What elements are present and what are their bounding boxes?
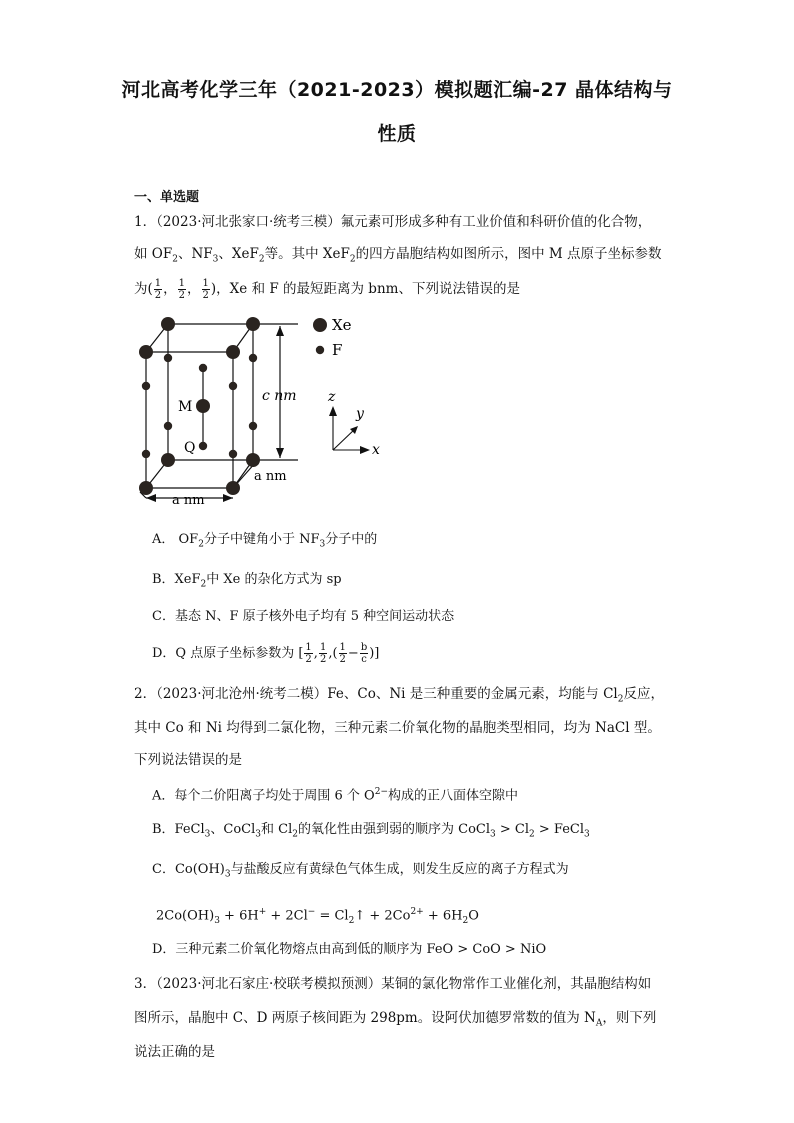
q2-option-d[interactable]: D．三种元素二价氧化物熔点由高到低的顺序为 FeO > CoO > NiO <box>152 942 547 957</box>
q3-stem-line-2: 图所示，晶胞中 C、D 两原子核间距为 298pm。设阿伏加德罗常数的值为 $N_A$，则下列 <box>134 1010 657 1029</box>
title-line-2: 性质 <box>377 123 417 145</box>
q1-option-d[interactable]: D．Q 点原子坐标参数为 [ $\frac{1}{2}$ , $\frac{1}{2}$ ,( $\frac{1}{2}$ − $\frac{b}{c}$ )] <box>152 642 380 665</box>
q3-stem-line-3: 说法正确的是 <box>134 1044 215 1060</box>
q1-option-b[interactable]: B．XeF$_2$中 Xe 的杂化方式为 sp <box>152 572 342 590</box>
q3-stem-line-1: 3．（2023·河北石家庄·校联考模拟预测）某铜的氯化物常作工业催化剂，其晶胞结构如 <box>134 976 652 992</box>
q1-option-a[interactable]: A． $OF_2$分子中键角小于 $NF_3$分子中的 <box>152 532 378 550</box>
label-a-depth: a nm <box>254 469 287 484</box>
axis-z-label: z <box>328 389 336 405</box>
fraction-half: $\frac{1}{2}$ <box>154 278 162 301</box>
label-c-height: c nm <box>262 388 297 404</box>
label-q: Q <box>184 440 196 456</box>
q2-option-a[interactable]: A．每个二价阳离子均处于周围 6 个 $O^{2-}$构成的正八面体空隙中 <box>152 787 519 804</box>
label-m: M <box>178 399 193 415</box>
fraction-half: $\frac{1}{2}$ <box>202 278 209 301</box>
q2-stem-line-3: 下列说法错误的是 <box>134 752 242 768</box>
fraction-half: $\frac{1}{2}$ <box>178 278 186 301</box>
title-line-1: 河北高考化学三年（2021-2023）模拟题汇编-27 晶体结构与 <box>121 79 673 101</box>
q1-stem-line-3: 为( $\frac{1}{2}$ ， $\frac{1}{2}$ ， $\frac{1}{2}$ )，Xe 和 F 的最短距离为 bnm、下列说法错误的是 <box>134 278 520 301</box>
legend-xe: Xe <box>332 316 352 334</box>
q2-stem-line-1: 2．（2023·河北沧州·统考二模）Fe、Co、Ni 是三种重要的金属元素，均能与 $Cl_2$反应， <box>134 686 664 705</box>
q1-stem-line-2: 如 $OF_2$、$NF_3$、XeF$_2$等。其中 XeF$_2$的四方晶胞结构如图所示，图中 M 点原子坐标参数 <box>134 246 662 265</box>
q2-option-b[interactable]: B．FeCl$_3$、CoCl$_3$和 $Cl_2$的氧化性由强到弱的顺序为 CoCl$_3$ > $Cl_2$ > FeCl$_3$ <box>152 822 590 840</box>
axis-x-label: x <box>372 442 380 458</box>
legend-f: F <box>332 341 343 359</box>
q1-option-c[interactable]: C．基态 N、F 原子核外电子均有 5 种空间运动状态 <box>152 609 455 624</box>
q2-option-c[interactable]: C．$Co(OH)_3$与盐酸反应有黄绿色气体生成，则发生反应的离子方程式为 <box>152 862 569 880</box>
section-heading: 一、单选题 <box>134 190 200 205</box>
figure-legend <box>312 314 372 364</box>
q2-ionic-equation: $2Co(OH)_3 + 6H^+ + 2Cl^-$ = $Cl_2↑ + 2Co^{2+} + 6H_2O$ <box>156 907 479 926</box>
document-title <box>100 68 694 156</box>
q2-stem-line-2: 其中 Co 和 Ni 均得到二氯化物，三种元素二价氧化物的晶胞类型相同，均为 NaCl 型。 <box>134 720 661 736</box>
label-a-width: a nm <box>172 493 205 508</box>
q1-stem-line-1: 1．（2023·河北张家口·统考三模）氟元素可形成多种有工业价值和科研价值的化合物， <box>134 214 652 230</box>
axis-y-label: y <box>356 406 364 422</box>
